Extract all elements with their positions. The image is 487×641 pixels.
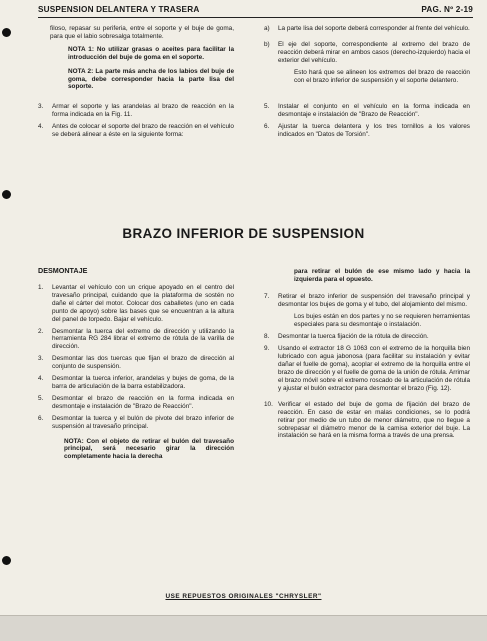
list-item: 6. Ajustar la tuerca delantera y los tres tornillos a los valores indicados en "Datos de Torsión". [264,123,470,139]
list-item: 9. Usando el extractor 18 G 1063 con el extremo de la horquilla bien lubricado con agua jabonosa (para facilitar su instalación y evitar dañar el fuelle de goma), acoplar el extremo de la horquilla entre el brazo de dirección y el fuelle de goma de la unión de rótula. Arrimar el brazo móvil sobre el extremo roscado de la articulación de rótula y ajustar el bulón extractor para desmontar el brazo (Fig. 12). [264,345,470,392]
nota-1: NOTA 1: No utilizar grasas o aceites para facilitar la introducción del buje de goma en el soporte. [68,45,234,61]
list-item: b) El eje del soporte, correspondiente al extremo del brazo de reacción deberá mirar en ambos casos (derecho-izquierdo) hacia el exterior del vehículo. [264,40,470,64]
list-item: 10. Verificar el estado del buje de goma de fijación del brazo de reacción. En caso de estar en malas condiciones, se lo podrá retirar por medio de un tubo de menor diámetro, que no llegue a sobrepasar el diámetro menor de la camisa exterior del buje. La instalación se hará en la misma forma a través de una prensa. [264,400,470,440]
list-item: 5. Instalar el conjunto en el vehículo en la forma indicada en desmontaje e instalación de "Brazo de Reacción". [264,103,470,119]
list-item: 4. Desmontar la tuerca inferior, arandelas y bujes de goma, de la barra de articulación de la barra estabilizadora. [38,375,234,390]
binder-hole-icon [2,28,11,37]
list-item: 7. Retirar el brazo inferior de suspensión del travesaño principal y desmontar los bujes de goma y el tubo, del alojamiento del mismo. [264,292,470,308]
list-item: 6. Desmontar la tuerca y el bulón de pivote del brazo inferior de suspensión al travesaño principal. [38,414,234,430]
page-footer: USE REPUESTOS ORIGINALES "CHRYSLER" [165,593,322,600]
top-right-column [264,25,470,143]
nota-desmontaje: NOTA: Con el objeto de retirar el bulón del travesaño principal, será necesario girar la dirección completamente hacia la derecha [64,437,234,461]
section-title: BRAZO INFERIOR DE SUSPENSION [122,226,365,241]
nota-continuation: para retirar el bulón de ese mismo lado y hacia la izquierda para el opuesto. [294,268,470,283]
binder-hole-icon [2,556,11,565]
header-section-title: SUSPENSION DELANTERA Y TRASERA [38,5,200,14]
intro-paragraph: filoso, repasar su periferia, entre el soporte y el buje de goma, para que el labio sobresalga totalmente. [50,25,234,40]
page-edge-shadow [0,615,487,641]
list-item: 8. Desmontar la tuerca fijación de la rótula de dirección. [264,333,429,341]
header-page-number: PAG. Nº 2-19 [421,5,473,14]
list-item: 3. Armar el soporte y las arandelas al brazo de reacción en la forma indicada en la Fig. 11. [38,103,234,119]
list-item: 2. Desmontar la tuerca del extremo de dirección y utilizando la herramienta RG 284 librar el extremo de rótula de la varilla de dirección. [38,327,234,351]
top-left-column [38,25,234,143]
page-header [38,4,473,18]
list-item: 3. Desmontar las dos tuercas que fijan el brazo de dirección al conjunto de suspensión. [38,355,234,371]
desmontaje-right-column [264,268,470,444]
b-note: Esto hará que se alineen los extremos del brazo de reacción con el brazo inferior de suspensión y el soporte delantero. [294,68,470,84]
binder-hole-icon [2,190,11,199]
list-item: 4. Antes de colocar el soporte del brazo de reacción en el vehículo se deberá alinear a éste en la siguiente forma: [38,123,234,139]
item7-note: Los bujes están en dos partes y no se requieren herramientas especiales para su desmontaje o instalación. [294,312,470,328]
list-item: 1. Levantar el vehículo con un crique apoyado en el centro del travesaño principal, cuidando que la plataforma de sostén no dañe el cárter del motor. Colocar dos caballetes (uno en cada punto de apoyo) sobre las bases que se encuentran a la altura del panel de torpedo. Bajar el vehículo. [38,284,234,323]
desmontaje-heading: DESMONTAJE [38,266,88,275]
list-item: a) La parte lisa del soporte deberá corresponder al frente del vehículo. [264,25,470,32]
list-item: 5. Desmontar el brazo de reacción en la forma indicada en desmontaje e instalación de "Brazo de Reacción". [38,394,234,410]
nota-2: NOTA 2: La parte más ancha de los labios del buje de goma, debe corresponder hacia la parte lisa del soporte. [68,67,234,91]
desmontaje-left-column [38,284,234,461]
